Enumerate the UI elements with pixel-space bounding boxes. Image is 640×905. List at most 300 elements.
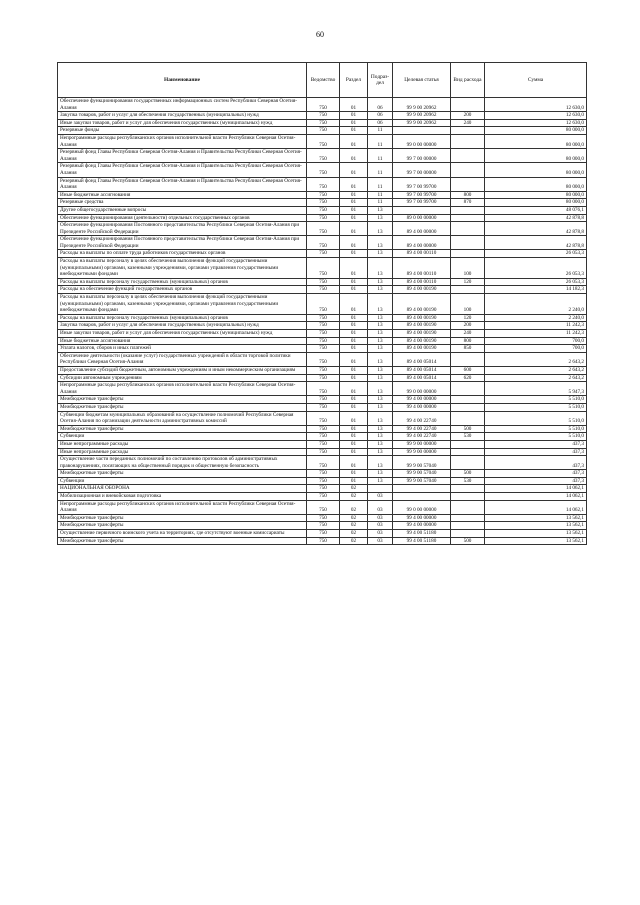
cell-sum: 13 562,1 (485, 522, 587, 530)
table-row (58, 191, 587, 199)
cell-cs: 99 7 00 99700 (393, 191, 451, 199)
cell-vid: 500 (451, 470, 485, 478)
table-row (58, 119, 587, 127)
table-row (58, 374, 587, 382)
table-row (58, 382, 587, 396)
table-row (58, 322, 587, 330)
table-row (58, 456, 587, 470)
cell-cs: 99 4 00 00000 (393, 514, 451, 522)
cell-name: Межбюджетные трансферты (58, 470, 307, 478)
cell-ved: 750 (307, 278, 340, 286)
cell-podrazdel: 13 (368, 470, 393, 478)
cell-sum: 13 562,1 (485, 537, 587, 545)
cell-razdel: 01 (340, 433, 368, 441)
table-row (58, 537, 587, 545)
cell-cs: 89 4 00 00190 (393, 337, 451, 345)
cell-sum: 42 878,8 (485, 236, 587, 250)
cell-ved: 750 (307, 456, 340, 470)
cell-razdel: 02 (340, 514, 368, 522)
cell-razdel: 01 (340, 278, 368, 286)
cell-name: Непрограммные расходы республиканских органов исполнительной власти Республики Северная Осетия-Алания (58, 134, 307, 148)
cell-cs: 99 0 00 00000 (393, 134, 451, 148)
table-row (58, 403, 587, 411)
table-row (58, 149, 587, 163)
cell-sum: 80 000,0 (485, 177, 587, 191)
cell-cs (393, 206, 451, 214)
cell-name: Предоставление субсидий бюджетным, автономным учреждениям и иным некоммерческим организациям (58, 366, 307, 374)
cell-cs: 89 4 00 00110 (393, 278, 451, 286)
cell-razdel: 01 (340, 322, 368, 330)
table-row (58, 337, 587, 345)
cell-vid (451, 236, 485, 250)
cell-vid: 800 (451, 191, 485, 199)
cell-name: Иные бюджетные ассигнования (58, 337, 307, 345)
cell-ved: 750 (307, 485, 340, 493)
cell-podrazdel: 11 (368, 127, 393, 135)
cell-sum: 42 878,8 (485, 214, 587, 222)
cell-razdel: 01 (340, 163, 368, 177)
cell-cs: 99 7 00 00000 (393, 149, 451, 163)
cell-cs: 99 7 00 99700 (393, 199, 451, 207)
cell-razdel: 01 (340, 337, 368, 345)
cell-ved: 750 (307, 500, 340, 514)
cell-cs: 99 9 00 00000 (393, 448, 451, 456)
cell-sum: 80 000,0 (485, 134, 587, 148)
cell-podrazdel: 13 (368, 337, 393, 345)
cell-cs: 89 4 00 00110 (393, 258, 451, 279)
table-row (58, 112, 587, 120)
cell-ved: 750 (307, 236, 340, 250)
table-row (58, 530, 587, 538)
cell-razdel: 01 (340, 403, 368, 411)
table-row (58, 294, 587, 315)
cell-razdel: 01 (340, 258, 368, 279)
cell-ved: 750 (307, 433, 340, 441)
cell-vid: 100 (451, 294, 485, 315)
cell-razdel: 01 (340, 374, 368, 382)
cell-name: НАЦИОНАЛЬНАЯ ОБОРОНА (58, 485, 307, 493)
cell-ved: 750 (307, 163, 340, 177)
cell-vid: 870 (451, 199, 485, 207)
cell-sum: 42 878,8 (485, 222, 587, 236)
cell-podrazdel: 13 (368, 433, 393, 441)
cell-cs: 89 4 00 00190 (393, 286, 451, 294)
cell-razdel: 01 (340, 214, 368, 222)
cell-name: Резервный фонд Главы Республики Северная Осетия-Алания и Правительства Республики Северная Осетия-Алания (58, 149, 307, 163)
cell-ved: 750 (307, 345, 340, 353)
cell-podrazdel: 11 (368, 163, 393, 177)
cell-vid (451, 493, 485, 501)
cell-cs: 99 0 00 00000 (393, 382, 451, 396)
cell-cs: 89 4 00 05014 (393, 374, 451, 382)
cell-name: Обеспечение функционирования Постоянного представительства Республики Северная Осетия-Алания при Президенте Российской Федерации (58, 236, 307, 250)
table-row (58, 258, 587, 279)
cell-ved: 750 (307, 177, 340, 191)
cell-podrazdel: 13 (368, 206, 393, 214)
cell-cs: 89 4 00 00190 (393, 314, 451, 322)
cell-vid (451, 411, 485, 425)
cell-name: Межбюджетные трансферты (58, 522, 307, 530)
cell-name: Субсидии автономным учреждениям (58, 374, 307, 382)
table-row (58, 522, 587, 530)
cell-ved: 750 (307, 411, 340, 425)
cell-cs: 99 7 00 00000 (393, 163, 451, 177)
cell-sum: 437,3 (485, 440, 587, 448)
cell-name: Расходы на выплаты персоналу государственных (муниципальных) органов (58, 314, 307, 322)
cell-vid (451, 396, 485, 404)
cell-cs (393, 127, 451, 135)
table-row (58, 411, 587, 425)
cell-podrazdel (368, 485, 393, 493)
cell-cs: 99 4 00 22740 (393, 433, 451, 441)
budget-table (57, 62, 587, 545)
cell-vid (451, 522, 485, 530)
cell-cs: 99 4 00 00000 (393, 522, 451, 530)
cell-razdel: 01 (340, 206, 368, 214)
cell-ved: 750 (307, 222, 340, 236)
cell-podrazdel: 11 (368, 199, 393, 207)
table-row (58, 514, 587, 522)
cell-sum: 80 000,0 (485, 163, 587, 177)
cell-ved: 750 (307, 425, 340, 433)
cell-ved: 750 (307, 191, 340, 199)
cell-razdel: 01 (340, 382, 368, 396)
cell-podrazdel: 13 (368, 222, 393, 236)
cell-ved: 750 (307, 382, 340, 396)
cell-cs: 99 9 00 57040 (393, 470, 451, 478)
table-row (58, 134, 587, 148)
cell-podrazdel: 13 (368, 403, 393, 411)
cell-vid (451, 382, 485, 396)
table-row (58, 214, 587, 222)
cell-name: Уплата налогов, сборов и иных платежей (58, 345, 307, 353)
cell-podrazdel: 03 (368, 500, 393, 514)
cell-razdel: 01 (340, 396, 368, 404)
table-row (58, 127, 587, 135)
cell-name: Межбюджетные трансферты (58, 396, 307, 404)
cell-ved: 750 (307, 374, 340, 382)
cell-sum: 700,0 (485, 345, 587, 353)
cell-razdel: 01 (340, 477, 368, 485)
table-row (58, 250, 587, 258)
table-row (58, 199, 587, 207)
cell-ved: 750 (307, 530, 340, 538)
cell-vid (451, 214, 485, 222)
cell-sum: 5 510,0 (485, 396, 587, 404)
cell-razdel: 01 (340, 112, 368, 120)
cell-razdel: 01 (340, 134, 368, 148)
cell-vid (451, 127, 485, 135)
cell-ved: 750 (307, 199, 340, 207)
table-row (58, 314, 587, 322)
table-row (58, 493, 587, 501)
cell-ved: 750 (307, 119, 340, 127)
cell-podrazdel: 11 (368, 191, 393, 199)
cell-name: Иные непрограммные расходы (58, 440, 307, 448)
cell-ved: 750 (307, 127, 340, 135)
cell-cs: 99 4 00 51180 (393, 530, 451, 538)
cell-cs: 99 4 00 22740 (393, 425, 451, 433)
cell-name: Расходы на выплаты персоналу государственных (муниципальных) органов (58, 278, 307, 286)
cell-ved: 750 (307, 134, 340, 148)
cell-podrazdel: 13 (368, 448, 393, 456)
cell-podrazdel: 13 (368, 294, 393, 315)
cell-ved: 750 (307, 206, 340, 214)
cell-sum: 437,3 (485, 448, 587, 456)
cell-name: Обеспечение функционирования государственных информационных систем Республики Северная Осетия-Алания (58, 98, 307, 112)
cell-sum: 12 630,0 (485, 98, 587, 112)
cell-name: Осуществление части переданных полномочий по составлению протоколов об административных правонарушениях, посягающих на общественный порядок и общественную безопасность (58, 456, 307, 470)
cell-sum: 5 510,0 (485, 425, 587, 433)
cell-cs: 99 0 00 00000 (393, 500, 451, 514)
cell-vid: 800 (451, 337, 485, 345)
cell-razdel: 01 (340, 286, 368, 294)
cell-ved: 750 (307, 440, 340, 448)
cell-cs: 99 7 00 99700 (393, 177, 451, 191)
cell-name: Субвенции (58, 477, 307, 485)
cell-podrazdel: 11 (368, 177, 393, 191)
cell-name: Обеспечение деятельности (оказание услуг) государственных учреждений в области торговой политики Республики Северная Осетия-Алания (58, 352, 307, 366)
cell-name: Закупка товаров, работ и услуг для обеспечения государственных (муниципальных) нужд (58, 112, 307, 120)
cell-podrazdel: 13 (368, 456, 393, 470)
cell-cs: 99 4 00 51180 (393, 537, 451, 545)
cell-vid: 240 (451, 330, 485, 338)
cell-vid (451, 206, 485, 214)
cell-name: Непрограммные расходы республиканских органов исполнительной власти Республики Северная Осетия-Алания (58, 500, 307, 514)
cell-razdel: 01 (340, 177, 368, 191)
cell-razdel: 02 (340, 530, 368, 538)
cell-razdel: 02 (340, 500, 368, 514)
table-row (58, 345, 587, 353)
cell-ved: 750 (307, 214, 340, 222)
cell-sum: 12 630,0 (485, 119, 587, 127)
cell-sum: 14 062,1 (485, 485, 587, 493)
cell-ved: 750 (307, 537, 340, 545)
cell-vid: 200 (451, 322, 485, 330)
cell-sum: 5 510,0 (485, 403, 587, 411)
cell-name: Другие общегосударственные вопросы (58, 206, 307, 214)
table-row (58, 286, 587, 294)
cell-name: Расходы на выплаты персоналу в целях обеспечения выполнения функций государственными (муниципальными) органами, казенными учреждениями, органами управления государственными внебюджетными фондами (58, 294, 307, 315)
cell-ved: 750 (307, 314, 340, 322)
cell-name: Межбюджетные трансферты (58, 537, 307, 545)
cell-sum: 13 562,1 (485, 514, 587, 522)
cell-ved: 750 (307, 322, 340, 330)
cell-vid: 120 (451, 278, 485, 286)
table-row (58, 440, 587, 448)
cell-sum: 437,3 (485, 470, 587, 478)
cell-razdel: 01 (340, 411, 368, 425)
cell-sum: 12 630,0 (485, 112, 587, 120)
cell-podrazdel: 03 (368, 493, 393, 501)
cell-vid (451, 403, 485, 411)
cell-name: Резервный фонд Главы Республики Северная Осетия-Алания и Правительства Республики Северная Осетия-Алания (58, 177, 307, 191)
cell-name: Субвенции бюджетам муниципальных образований на осуществление полномочий Республики Северная Осетия-Алания по организации деятельности административных комиссий (58, 411, 307, 425)
cell-sum: 5 947,3 (485, 382, 587, 396)
cell-sum: 2 643,2 (485, 366, 587, 374)
table-row (58, 477, 587, 485)
cell-vid (451, 222, 485, 236)
cell-cs: 99 9 00 20962 (393, 98, 451, 112)
cell-sum: 80 000,0 (485, 149, 587, 163)
cell-ved: 750 (307, 149, 340, 163)
cell-ved: 750 (307, 403, 340, 411)
cell-name: Резервные средства (58, 199, 307, 207)
cell-vid: 600 (451, 366, 485, 374)
table-row (58, 278, 587, 286)
cell-sum: 2 643,2 (485, 374, 587, 382)
cell-sum: 14 182,3 (485, 286, 587, 294)
cell-vid (451, 149, 485, 163)
cell-vid (451, 500, 485, 514)
cell-podrazdel: 06 (368, 112, 393, 120)
cell-sum: 26 053,3 (485, 258, 587, 279)
cell-sum: 48 076,1 (485, 206, 587, 214)
cell-name: Мобилизационная и вневойсковая подготовка (58, 493, 307, 501)
cell-razdel: 01 (340, 470, 368, 478)
cell-cs: 89 4 00 05014 (393, 352, 451, 366)
cell-vid (451, 448, 485, 456)
cell-cs: 89 4 00 05014 (393, 366, 451, 374)
table-row (58, 396, 587, 404)
cell-ved: 750 (307, 286, 340, 294)
cell-razdel: 01 (340, 448, 368, 456)
cell-sum: 2 643,2 (485, 352, 587, 366)
header-ved: Ведомство (307, 63, 340, 98)
cell-sum: 11 242,3 (485, 322, 587, 330)
cell-name: Расходы на выплаты по оплате труда работников государственных органов (58, 250, 307, 258)
cell-sum: 5 510,0 (485, 433, 587, 441)
cell-cs: 99 4 00 00000 (393, 403, 451, 411)
cell-vid: 100 (451, 258, 485, 279)
cell-ved: 750 (307, 493, 340, 501)
cell-cs: 99 9 00 57040 (393, 477, 451, 485)
cell-sum: 11 242,3 (485, 330, 587, 338)
cell-podrazdel: 13 (368, 214, 393, 222)
cell-podrazdel: 13 (368, 322, 393, 330)
cell-razdel: 01 (340, 119, 368, 127)
table-row (58, 500, 587, 514)
cell-sum: 26 053,3 (485, 250, 587, 258)
table-row (58, 222, 587, 236)
cell-name: Осуществление первичного воинского учета на территориях, где отсутствуют военные комиссариаты (58, 530, 307, 538)
table-row (58, 352, 587, 366)
cell-podrazdel: 13 (368, 286, 393, 294)
table-row (58, 98, 587, 112)
cell-vid: 240 (451, 119, 485, 127)
cell-cs: 89 4 00 00000 (393, 236, 451, 250)
cell-podrazdel: 13 (368, 236, 393, 250)
cell-sum: 700,0 (485, 337, 587, 345)
cell-sum: 80 000,0 (485, 199, 587, 207)
cell-vid: 620 (451, 374, 485, 382)
cell-sum: 80 000,0 (485, 191, 587, 199)
cell-vid (451, 352, 485, 366)
cell-vid (451, 250, 485, 258)
cell-podrazdel: 13 (368, 411, 393, 425)
cell-razdel: 01 (340, 440, 368, 448)
cell-vid (451, 485, 485, 493)
table-row (58, 330, 587, 338)
cell-podrazdel: 06 (368, 98, 393, 112)
cell-podrazdel: 03 (368, 522, 393, 530)
cell-podrazdel: 13 (368, 278, 393, 286)
cell-ved: 750 (307, 522, 340, 530)
cell-vid (451, 134, 485, 148)
cell-name: Иные закупки товаров, работ и услуг для обеспечения государственных (муниципальных) нужд (58, 330, 307, 338)
cell-sum: 80 000,0 (485, 127, 587, 135)
cell-vid (451, 440, 485, 448)
cell-cs: 89 0 00 00000 (393, 214, 451, 222)
cell-cs: 89 4 00 00190 (393, 294, 451, 315)
cell-ved: 750 (307, 470, 340, 478)
cell-sum: 437,3 (485, 456, 587, 470)
table-row (58, 163, 587, 177)
cell-podrazdel: 03 (368, 530, 393, 538)
cell-cs: 99 9 00 57040 (393, 456, 451, 470)
table-row (58, 470, 587, 478)
cell-vid (451, 514, 485, 522)
cell-razdel: 01 (340, 236, 368, 250)
cell-ved: 750 (307, 98, 340, 112)
cell-vid (451, 177, 485, 191)
cell-podrazdel: 13 (368, 314, 393, 322)
cell-sum: 14 062,1 (485, 493, 587, 501)
cell-razdel: 01 (340, 149, 368, 163)
cell-ved: 750 (307, 330, 340, 338)
cell-razdel: 01 (340, 222, 368, 236)
cell-sum: 13 562,1 (485, 530, 587, 538)
cell-cs: 89 4 00 00110 (393, 250, 451, 258)
cell-sum: 26 053,3 (485, 278, 587, 286)
cell-sum: 437,3 (485, 477, 587, 485)
cell-vid (451, 163, 485, 177)
cell-vid (451, 456, 485, 470)
cell-vid: 850 (451, 345, 485, 353)
cell-podrazdel: 13 (368, 440, 393, 448)
cell-podrazdel: 13 (368, 250, 393, 258)
cell-razdel: 01 (340, 314, 368, 322)
table-header-row (58, 63, 587, 98)
cell-name: Расходы на обеспечение функций государственных органов (58, 286, 307, 294)
cell-vid (451, 286, 485, 294)
cell-podrazdel: 13 (368, 477, 393, 485)
header-razdel: Раздел (340, 63, 368, 98)
cell-cs: 99 9 00 00000 (393, 440, 451, 448)
cell-cs: 89 4 00 00190 (393, 330, 451, 338)
cell-razdel: 01 (340, 294, 368, 315)
cell-razdel: 02 (340, 537, 368, 545)
header-cs: Целевая статья (393, 63, 451, 98)
header-vid: Вид расхода (451, 63, 485, 98)
cell-name: Межбюджетные трансферты (58, 425, 307, 433)
cell-ved: 750 (307, 337, 340, 345)
cell-razdel: 01 (340, 330, 368, 338)
cell-vid: 200 (451, 112, 485, 120)
cell-ved: 750 (307, 112, 340, 120)
cell-cs: 89 4 00 00190 (393, 322, 451, 330)
cell-sum: 2 240,0 (485, 314, 587, 322)
cell-cs: 99 9 00 20962 (393, 119, 451, 127)
header-name: Наименование (58, 63, 307, 98)
cell-podrazdel: 13 (368, 352, 393, 366)
cell-name: Межбюджетные трансферты (58, 403, 307, 411)
cell-razdel: 01 (340, 456, 368, 470)
cell-podrazdel: 13 (368, 330, 393, 338)
header-podrazdel: Подраз-дел (368, 63, 393, 98)
cell-name: Субвенции (58, 433, 307, 441)
cell-ved: 750 (307, 366, 340, 374)
